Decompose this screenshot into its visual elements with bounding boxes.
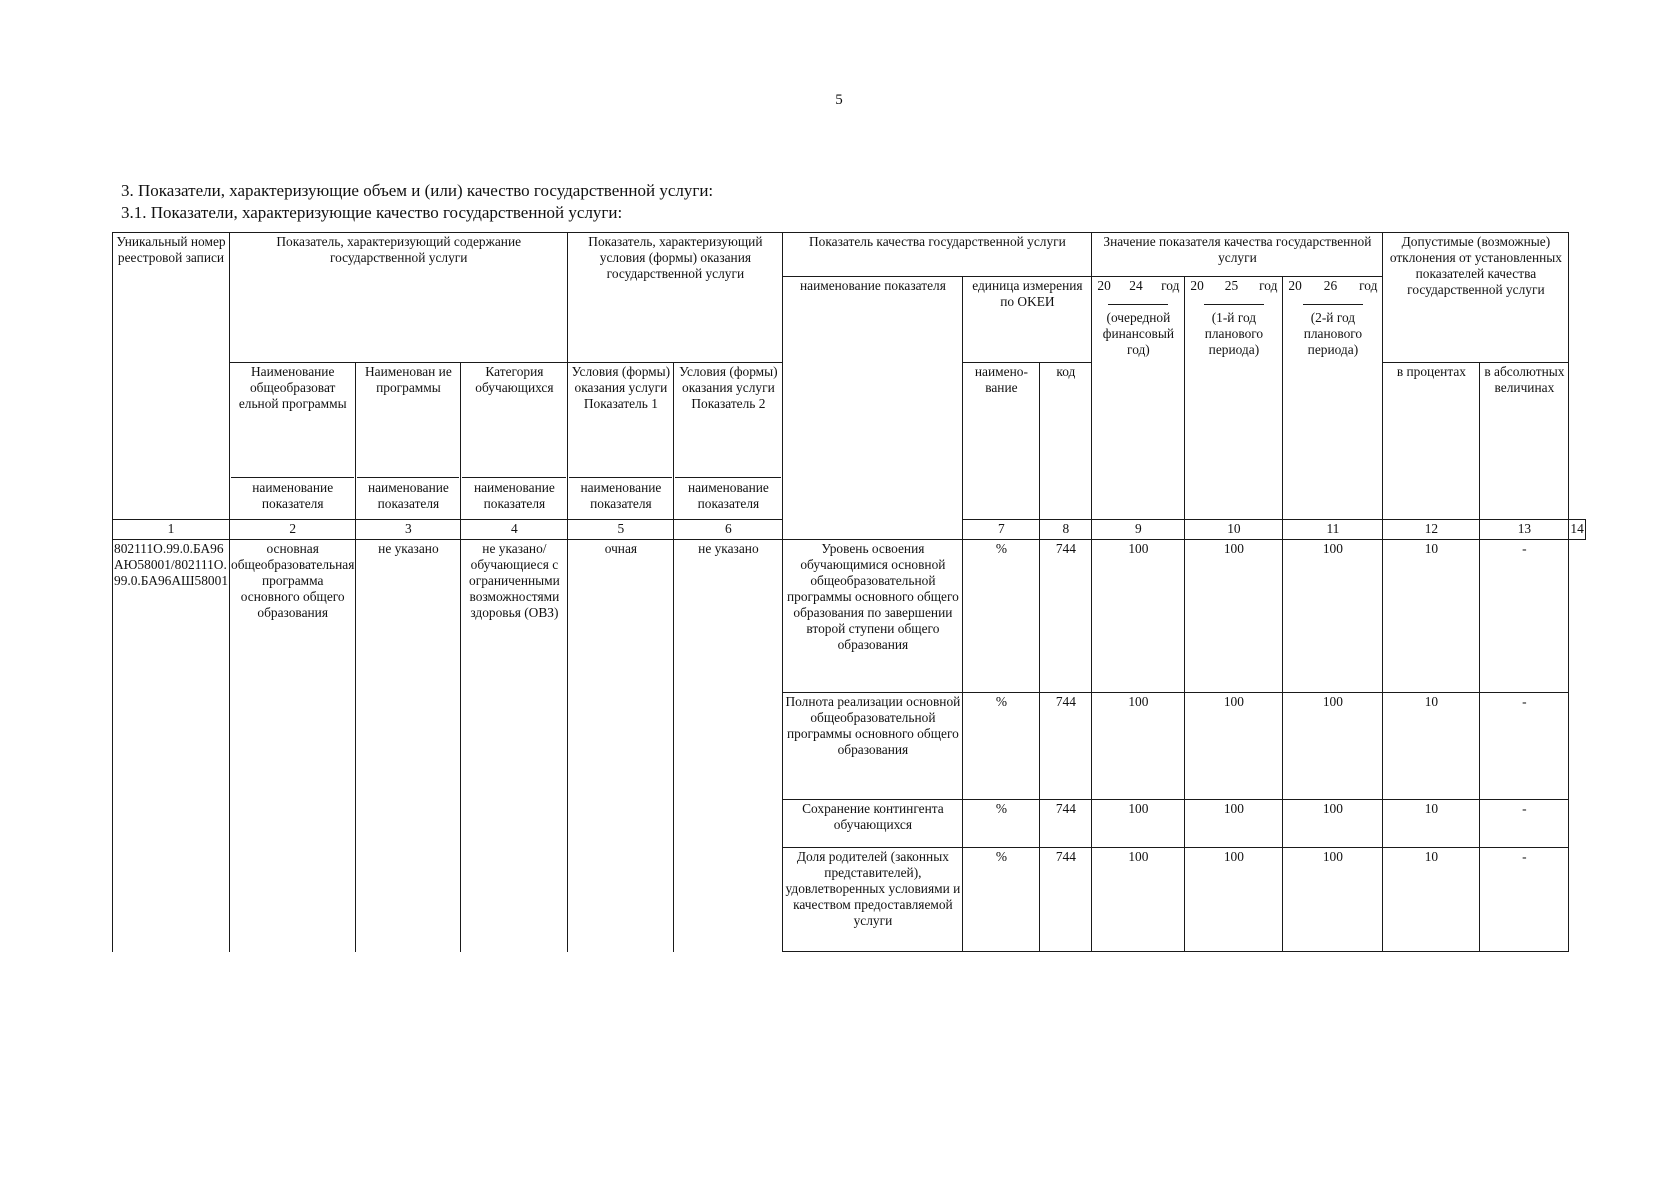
indicator-deviation-absolute: - (1480, 800, 1569, 848)
category-cell: не указано/обучающиеся с ограниченными возможностями здоровья (ОВЗ) (461, 540, 568, 952)
header-content-group: Показатель, характеризующий содержание государственной услуги (230, 233, 568, 363)
indicator-deviation-percent: 10 (1383, 848, 1480, 952)
indicator-value-2025: 100 (1185, 540, 1283, 693)
year1-prefix: 20 (1097, 278, 1111, 293)
year1: 24 (1129, 278, 1143, 293)
quality-indicators-table (112, 232, 1586, 952)
header-values-group: Значение показателя качества государственной услуги (1092, 233, 1383, 277)
indicator-deviation-percent: 10 (1383, 800, 1480, 848)
sub-top-4: Условия (формы) оказания услуги Показатель 1 (571, 364, 671, 411)
header-year2 (1185, 277, 1283, 520)
condition-1-cell: очная (568, 540, 674, 952)
col-number: 4 (461, 520, 568, 540)
header-year3 (1283, 277, 1383, 520)
year2: 25 (1224, 278, 1239, 293)
sub-bottom-1: наименование показателя (231, 477, 354, 512)
year3-prefix: 20 (1288, 278, 1302, 293)
col-number: 8 (1040, 520, 1092, 540)
registry-number: 802111О.99.0.БА96АЮ58001/802111О.99.0.БА96АШ58001 (113, 540, 230, 952)
header-unit-code: код (1040, 363, 1092, 520)
sub-bottom-3: наименование показателя (462, 477, 566, 512)
year1-word: год (1161, 278, 1180, 293)
year2-note: (1-й год планового периода) (1204, 310, 1264, 357)
indicator-deviation-absolute: - (1480, 848, 1569, 952)
indicator-name: Уровень освоения обучающимися основной общеобразовательной программы основного общего образования по завершении второй ступени общего образования (783, 540, 963, 693)
header-registry-number: Уникальный номер реестровой записи (113, 233, 230, 520)
indicator-value-2024: 100 (1092, 800, 1185, 848)
year3-underline (1303, 304, 1363, 305)
indicator-deviation-absolute: - (1480, 540, 1569, 693)
indicator-code: 744 (1040, 693, 1092, 800)
program-cell: основная общеобразовательная программа основного общего образования (230, 540, 356, 952)
page-number: 5 (835, 92, 843, 108)
col-number: 14 (1569, 520, 1585, 540)
indicator-value-2026: 100 (1283, 848, 1383, 952)
sub-top-3: Категория обучающихся (475, 364, 554, 395)
sub-bottom-5: наименование показателя (675, 477, 781, 512)
year2-prefix: 20 (1190, 278, 1204, 293)
indicator-name: Полнота реализации основной общеобразовательной программы основного общего образования (783, 693, 963, 800)
indicator-value-2024: 100 (1092, 848, 1185, 952)
col-number: 2 (230, 520, 356, 540)
sub-top-2: Наименован ие программы (365, 364, 452, 395)
col-number: 9 (1092, 520, 1185, 540)
indicator-name: Доля родителей (законных представителей), удовлетворенных условиями и качеством предоставляемой услуги (783, 848, 963, 952)
indicator-value-2026: 100 (1283, 800, 1383, 848)
year2-underline (1204, 304, 1264, 305)
year3-word: год (1359, 278, 1378, 293)
col-number: 7 (963, 520, 1040, 540)
section-heading: 3. Показатели, характеризующие объем и (или) качество государственной услуги: (121, 181, 714, 200)
header-deviation-group: Допустимые (возможные) отклонения от установленных показателей качества государственной услуги (1383, 233, 1569, 363)
header-unit-name: наимено-вание (963, 363, 1040, 520)
indicator-value-2025: 100 (1185, 693, 1283, 800)
header-conditions-group: Показатель, характеризующий условия (формы) оказания государственной услуги (568, 233, 783, 363)
year1-note: (очередной финансовый год) (1102, 310, 1175, 357)
col-number: 3 (356, 520, 461, 540)
header-dev-absolute: в абсолютных величинах (1480, 363, 1569, 520)
indicator-code: 744 (1040, 540, 1092, 693)
col-number: 10 (1185, 520, 1283, 540)
header-condition-1 (568, 363, 674, 520)
header-condition-2 (674, 363, 783, 520)
indicator-value-2025: 100 (1185, 848, 1283, 952)
indicator-deviation-percent: 10 (1383, 540, 1480, 693)
col-number: 6 (674, 520, 783, 540)
indicator-unit: % (963, 693, 1040, 800)
indicator-unit: % (963, 800, 1040, 848)
indicator-code: 744 (1040, 800, 1092, 848)
sub-top-5: Условия (формы) оказания услуги Показатель 2 (679, 364, 778, 411)
indicator-value-2024: 100 (1092, 693, 1185, 800)
col-number: 5 (568, 520, 674, 540)
indicator-unit: % (963, 540, 1040, 693)
indicator-value-2024: 100 (1092, 540, 1185, 693)
header-quality-group: Показатель качества государственной услуги (783, 233, 1092, 277)
col-number: 13 (1480, 520, 1569, 540)
col-number: 12 (1383, 520, 1480, 540)
indicator-unit: % (963, 848, 1040, 952)
sub-bottom-2: наименование показателя (357, 477, 459, 512)
sub-top-1: Наименование общеобразоват ельной программы (238, 364, 347, 411)
header-quality-name: наименование показателя (783, 277, 963, 540)
condition-2-cell: не указано (674, 540, 783, 952)
sub-bottom-4: наименование показателя (569, 477, 672, 512)
indicator-value-2026: 100 (1283, 540, 1383, 693)
indicator-deviation-percent: 10 (1383, 693, 1480, 800)
header-category (461, 363, 568, 520)
indicator-code: 744 (1040, 848, 1092, 952)
subsection-heading: 3.1. Показатели, характеризующие качество государственной услуги: (121, 203, 623, 222)
year1-underline (1108, 304, 1168, 305)
year3: 26 (1323, 278, 1338, 293)
indicator-value-2025: 100 (1185, 800, 1283, 848)
header-year1 (1092, 277, 1185, 520)
col-number: 1 (113, 520, 230, 540)
header-unit: единица измерения по OKEИ (963, 277, 1092, 363)
indicator-deviation-absolute: - (1480, 693, 1569, 800)
table-row (113, 540, 1586, 693)
program-name-cell: не указано (356, 540, 461, 952)
year3-note: (2-й год планового периода) (1303, 310, 1363, 357)
col-number: 11 (1283, 520, 1383, 540)
header-program (230, 363, 356, 520)
year2-word: год (1259, 278, 1278, 293)
indicator-value-2026: 100 (1283, 693, 1383, 800)
header-dev-percent: в процентах (1383, 363, 1480, 520)
indicator-name: Сохранение контингента обучающихся (783, 800, 963, 848)
header-program-name (356, 363, 461, 520)
